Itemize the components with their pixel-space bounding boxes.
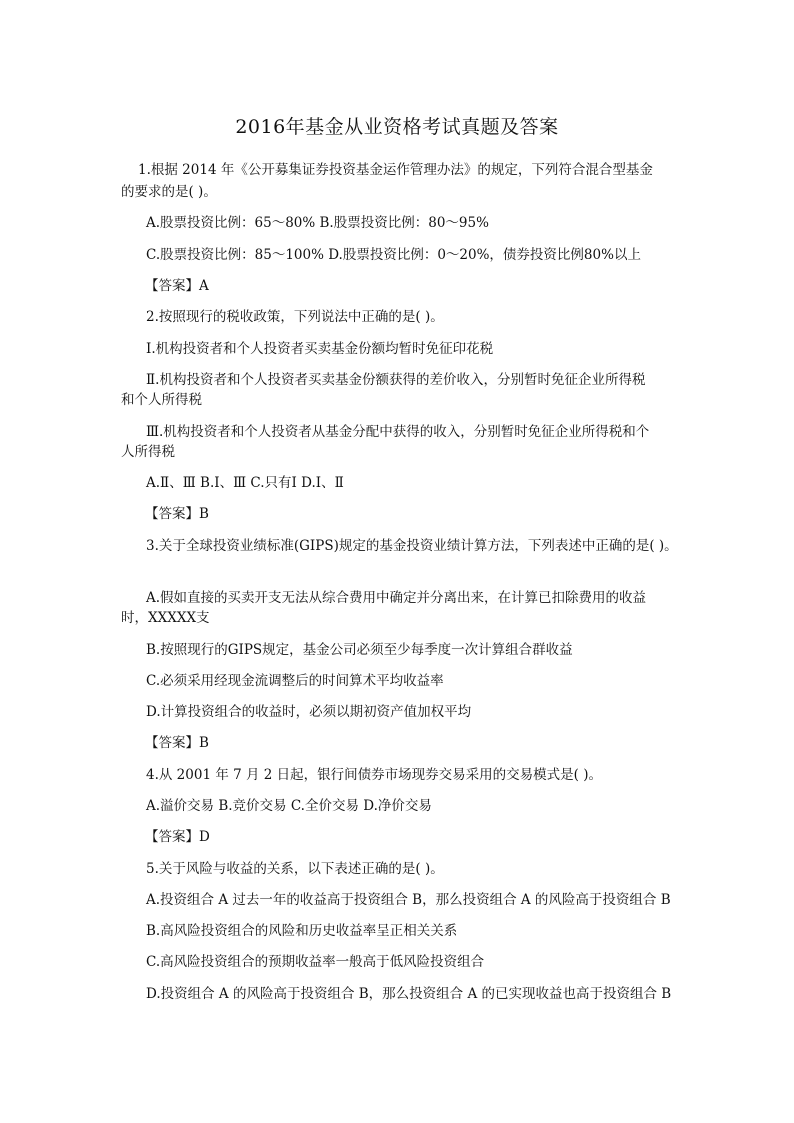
question-3-option-d: D.计算投资组合的收益时，必须以期初资产值加权平均 (146, 704, 472, 720)
question-5-option-d: D.投资组合 A 的风险高于投资组合 B，那么投资组合 A 的已实现收益也高于投资组合 B (146, 986, 672, 1002)
question-4-options: A.溢价交易 B.竞价交易 C.全价交易 D.净价交易 (146, 798, 432, 814)
question-3-option-b: B.按照现行的GIPS规定，基金公司必须至少每季度一次计算组合群收益 (146, 642, 573, 658)
question-1-options-ab: A.股票投资比例：65～80% B.股票投资比例：80～95% (146, 215, 489, 231)
answer-2: 【答案】B (145, 506, 209, 522)
answer-4: 【答案】D (145, 829, 210, 845)
question-2-statement-i: Ⅰ.机构投资者和个人投资者买卖基金份额均暂时免征印花税 (146, 341, 494, 357)
question-2-statement-iii: Ⅲ.机构投资者和个人投资者从基金分配中获得的收入，分别暂时免征企业所得税和个 (146, 424, 650, 440)
question-2-statement-ii-cont: 和个人所得税 (121, 392, 202, 408)
question-5-option-a: A.投资组合 A 过去一年的收益高于投资组合 B，那么投资组合 A 的风险高于投资组合 B (146, 892, 671, 908)
answer-1: 【答案】A (145, 278, 209, 294)
question-2-statement-ii: Ⅱ.机构投资者和个人投资者买卖基金份额获得的差价收入，分别暂时免征企业所得税 (146, 372, 646, 388)
question-1-text: 1.根据 2014 年《公开募集证券投资基金运作管理办法》的规定，下列符合混合型基金 (138, 162, 653, 178)
question-3-option-a: A.假如直接的买卖开支无法从综合费用中确定并分离出来，在计算已扣除费用的收益 (146, 590, 647, 606)
question-2-statement-iii-cont: 人所得税 (121, 444, 175, 460)
question-2-options: A.Ⅱ、Ⅲ B.Ⅰ、Ⅲ C.只有Ⅰ D.Ⅰ、Ⅱ (146, 475, 344, 491)
question-3-option-c: C.必须采用经现金流调整后的时间算术平均收益率 (146, 673, 444, 689)
question-3-option-a-cont: 时，XXXXX支 (121, 610, 210, 626)
question-5-option-c: C.高风险投资组合的预期收益率一般高于低风险投资组合 (146, 954, 485, 970)
question-1-options-cd: C.股票投资比例：85～100% D.股票投资比例：0～20%，债券投资比例80%以上 (146, 247, 641, 263)
question-2-text: 2.按照现行的税收政策，下列说法中正确的是( )。 (146, 309, 444, 325)
question-4-text: 4.从 2001 年 7 月 2 日起，银行间债券市场现券交易采用的交易模式是( )。 (146, 767, 602, 783)
document-title: 2016年基金从业资格考试真题及答案 (235, 116, 559, 138)
question-3-text: 3.关于全球投资业绩标准(GIPS)规定的基金投资业绩计算方法，下列表述中正确的是( )。 (146, 538, 678, 554)
answer-3: 【答案】B (145, 735, 209, 751)
question-1-text-cont: 的要求的是( )。 (121, 184, 217, 200)
question-5-option-b: B.高风险投资组合的风险和历史收益率呈正相关关系 (146, 923, 458, 939)
question-5-text: 5.关于风险与收益的关系，以下表述正确的是( )。 (146, 861, 444, 877)
